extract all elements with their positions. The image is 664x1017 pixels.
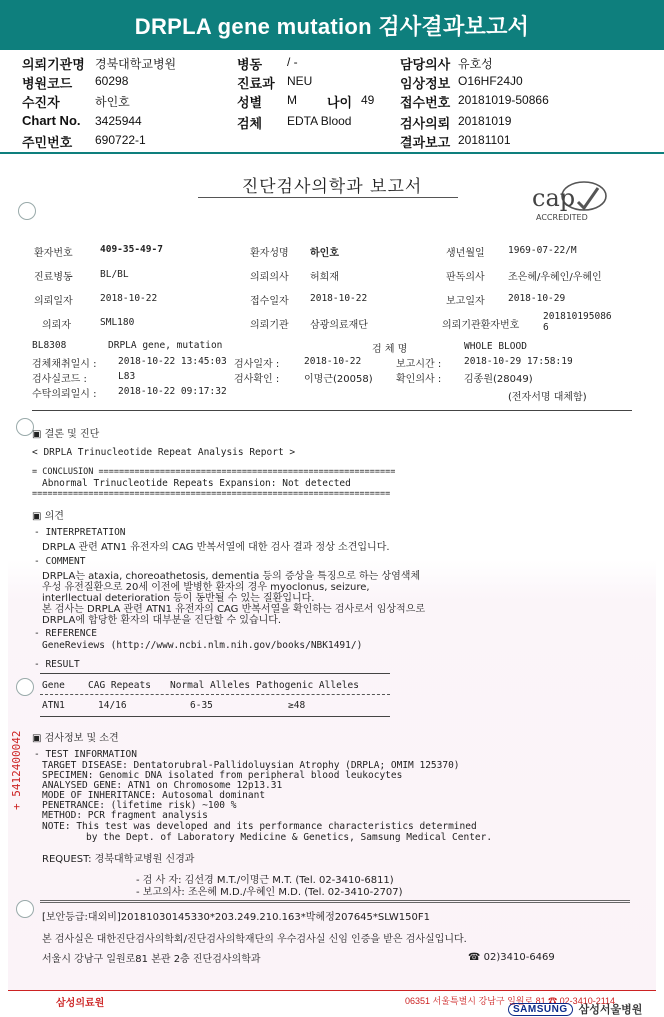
testinfo-label: - TEST INFORMATION [34,749,137,760]
testinfo-line: MODE OF INHERITANCE: Autosomal dominant [42,790,266,801]
info-value: SML180 [100,317,135,328]
header-divider [0,152,664,154]
info-label: 의뢰기관 [250,320,289,331]
report-banner [0,0,664,50]
testinfo-line: METHOD: PCR fragment analysis [42,810,208,821]
certify-line: 본 검사실은 대한진단검사의학회/진단검사의학재단의 우수검사실 신임 인증을 받은 검사실입니다. [42,934,467,945]
info-value: BL/BL [100,269,129,280]
info-label: 의뢰자 [42,320,71,331]
info-label: 의뢰의사 [250,272,289,283]
section-title: ▣ 결론 및 진단 [32,429,100,440]
test-value: 2018-10-22 13:45:03 [118,356,227,367]
hdr-value: EDTA Blood [287,114,352,128]
report-name: < DRPLA Trinucleotide Repeat Analysis Report > [32,447,296,458]
hdr-label: 검사의뢰 [400,116,451,131]
table-header: Gene [42,680,65,691]
info-label: 환자성명 [250,248,289,259]
reference-text: GeneReviews (http://www.ncbi.nlm.nih.gov/books/NBK1491/) [42,640,363,651]
info-value: 조은혜/우혜인/우혜인 [508,272,602,283]
conclusion: Abnormal Trinucleotide Repeats Expansion: Not detected [42,478,351,489]
sign-note: (전자서명 대체함) [508,392,587,403]
info-value: 2018-10-22 [100,293,158,304]
testinfo-line: TARGET DISEASE: Dentatorubral-Pallidoluysian Atrophy (DRPLA; OMIM 125370) [42,760,460,771]
hdr-label: 병원코드 [22,76,73,91]
table-header: Pathogenic Alleles [256,680,359,691]
test-label: 검 체 명 [372,344,408,355]
info-label: 보고일자 [446,296,485,307]
hdr-label: 성별 [237,95,263,110]
info-label: 생년월일 [446,248,485,259]
test-label: 보고시간 : [396,359,442,370]
cap-accredited-logo [518,178,618,224]
conclusion-end: ====================================================================== [32,489,391,499]
hdr-label: 수진자 [22,95,60,110]
comment-line: DRPLA는 ataxia, choreoathetosis, dementia 등의 증상을 특징으로 하는 상염색체 [42,571,421,582]
test-value: 2018-10-22 09:17:32 [118,386,227,397]
hdr-value: 20181019 [458,114,512,128]
info-label: 의뢰기관환자번호 [442,320,520,331]
table-cell: ATN1 [42,700,65,711]
binder-hole [18,202,36,220]
hdr-label: 검체 [237,116,263,131]
table-cell: 14/16 [98,700,127,711]
test-value: WHOLE BLOOD [464,341,527,352]
info-value: 2018-10-22 [310,293,368,304]
testinfo-request: REQUEST: 경북대학교병원 신경과 [42,854,195,865]
cap-word: cap [532,184,576,212]
comment-line: interllectual deterioration 등이 동반될 수 있는 질환입니다. [42,593,315,604]
hdr-value: 20181019-50866 [458,93,549,107]
section-title: ▣ 검사정보 및 소견 [32,733,119,744]
binder-hole [16,900,34,918]
info-value: 6 [543,322,549,333]
banner-title: DRPLA gene mutation 검사결과보고서 [134,13,530,39]
hdr-label: 접수번호 [400,95,451,110]
info-label: 진료병동 [34,272,73,283]
interp-label: - INTERPRETATION [34,527,126,538]
testinfo-line: PENETRANCE: (lifetime risk) ~100 % [42,800,237,811]
samsung-logo: SAMSUNG [508,1003,573,1016]
test-label: 검사실코드 : [32,374,87,385]
comment-label: - COMMENT [34,556,86,567]
table-rule [40,673,390,674]
side-number: + 5412400042 [10,730,23,810]
header-info [0,54,664,150]
info-value: 1969-07-22/M [508,245,577,256]
footer-address: 06351 서울특별시 강남구 일원로 81 ☎ 02-3410-2114 [405,996,616,1006]
testinfo-line: SPECIMEN: Genomic DNA isolated from peripheral blood leukocytes [42,770,403,781]
test-label: 확인의사 : [396,374,442,385]
tel-line: ☎ 02)3410-6469 [468,952,555,963]
test-label: 검사일자 : [234,359,280,370]
test-value: 김종원(28049) [464,374,533,385]
doc-title: 진단검사의학과 보고서 [241,177,423,197]
test-label: 검체채취일시 : [32,359,97,370]
hdr-label: 임상정보 [400,76,451,91]
comment-line: 우성 유전질환으로 20세 이전에 발병한 환자의 경우 myoclonus, seizure, [42,582,370,593]
hdr-label: 나이 [327,95,353,110]
hdr-value: M [287,93,297,107]
security-line: [보안등급:대외비]20181030145330*203.249.210.163*박혜정207645*SLW150F1 [42,912,430,923]
hdr-label: 의뢰기관명 [22,57,85,72]
test-label: 수탁의뢰일시 : [32,389,97,400]
test-code: BL8308 [32,340,67,351]
info-value: 삼광의료재단 [310,320,368,331]
hdr-value: NEU [287,74,313,88]
hdr-value: 49 [361,93,375,107]
testinfo-line: ANALYSED GENE: ATN1 on Chromosome 12p13.31 [42,780,283,791]
hdr-value: 60298 [95,74,129,88]
title-underline [198,197,458,198]
scanned-report [8,160,656,990]
hdr-label: 주민번호 [22,135,73,150]
result-label: - RESULT [34,659,80,670]
hdr-label: 담당의사 [400,57,451,72]
info-value: 409-35-49-7 [100,244,163,255]
testinfo-line: by the Dept. of Laboratory Medicine & Genetics, Samsung Medical Center. [86,832,493,843]
test-value: L83 [118,371,136,382]
footer-left-logo: 삼성의료원 [56,998,105,1009]
info-label: 환자번호 [34,248,73,259]
info-value: 2018-10-29 [508,293,566,304]
binder-hole [16,678,34,696]
info-value: 허희재 [310,272,339,283]
cap-icon [518,178,618,224]
info-label: 접수일자 [250,296,289,307]
table-rule [40,716,390,717]
comment-line: DRPLA에 합당한 환자의 대부분을 진단할 수 있습니다. [42,615,282,626]
table-rule [40,694,390,695]
comment-line: 본 검사는 DRPLA 관련 ATN1 유전자의 CAG 반복서열을 확인하는 검사로서 임상적으로 [42,604,425,615]
hdr-value: 경북대학교병원 [95,57,177,71]
reference-label: - REFERENCE [34,628,97,639]
test-value: 2018-10-29 17:58:19 [464,356,573,367]
cap-sub: ACCREDITED [536,213,588,222]
hdr-value: 3425944 [95,114,142,128]
test-value: 이명근(20058) [304,374,373,385]
divider [32,410,632,411]
footer-brand [508,1001,642,1017]
hdr-value: 20181101 [458,133,511,147]
section-title: ▣ 의견 [32,511,64,522]
info-value: 201810195086 [543,311,612,322]
info-value: 하인호 [310,248,339,259]
table-cell: 6-35 [190,700,213,711]
hdr-value: 690722-1 [95,133,146,147]
hdr-label: Chart No. [22,113,81,128]
info-label: 판독의사 [446,272,485,283]
table-header: CAG Repeats [88,680,151,691]
test-value: 2018-10-22 [304,356,362,367]
address-line: 서울시 강남구 일원로81 본관 2층 진단검사의학과 [42,954,261,965]
test-name: DRPLA gene, mutation [108,340,223,351]
divider [40,900,630,903]
hdr-value: O16HF24J0 [458,74,523,88]
conclusion-label: = CONCLUSION ========================================================== [32,467,396,477]
hdr-value: 유호성 [458,57,493,71]
doctor-line: - 보고의사: 조은혜 M.D./우혜인 M.D. (Tel. 02-3410-2707) [136,887,403,898]
interp-text: DRPLA 관련 ATN1 유전자의 CAG 반복서열에 대한 검사 결과 정상 소견입니다. [42,542,390,553]
hdr-label: 결과보고 [400,135,451,150]
footer-rule [8,990,656,991]
staff-line: - 검 사 자: 김선경 M.T./이명근 M.T. (Tel. 02-3410-6811) [136,875,394,886]
testinfo-line: NOTE: This test was developed and its performance characteristics determined [42,821,477,832]
hdr-label: 병동 [237,57,263,72]
hdr-value: 하인호 [95,95,130,109]
hdr-label: 진료과 [237,76,275,91]
hdr-value: / - [287,55,298,69]
info-label: 의뢰일자 [34,296,73,307]
hospital-logo: 삼성서울병원 [578,1004,643,1016]
test-label: 검사확인 : [234,374,280,385]
table-header: Normal Alleles [170,680,251,691]
table-cell: ≥48 [288,700,306,711]
